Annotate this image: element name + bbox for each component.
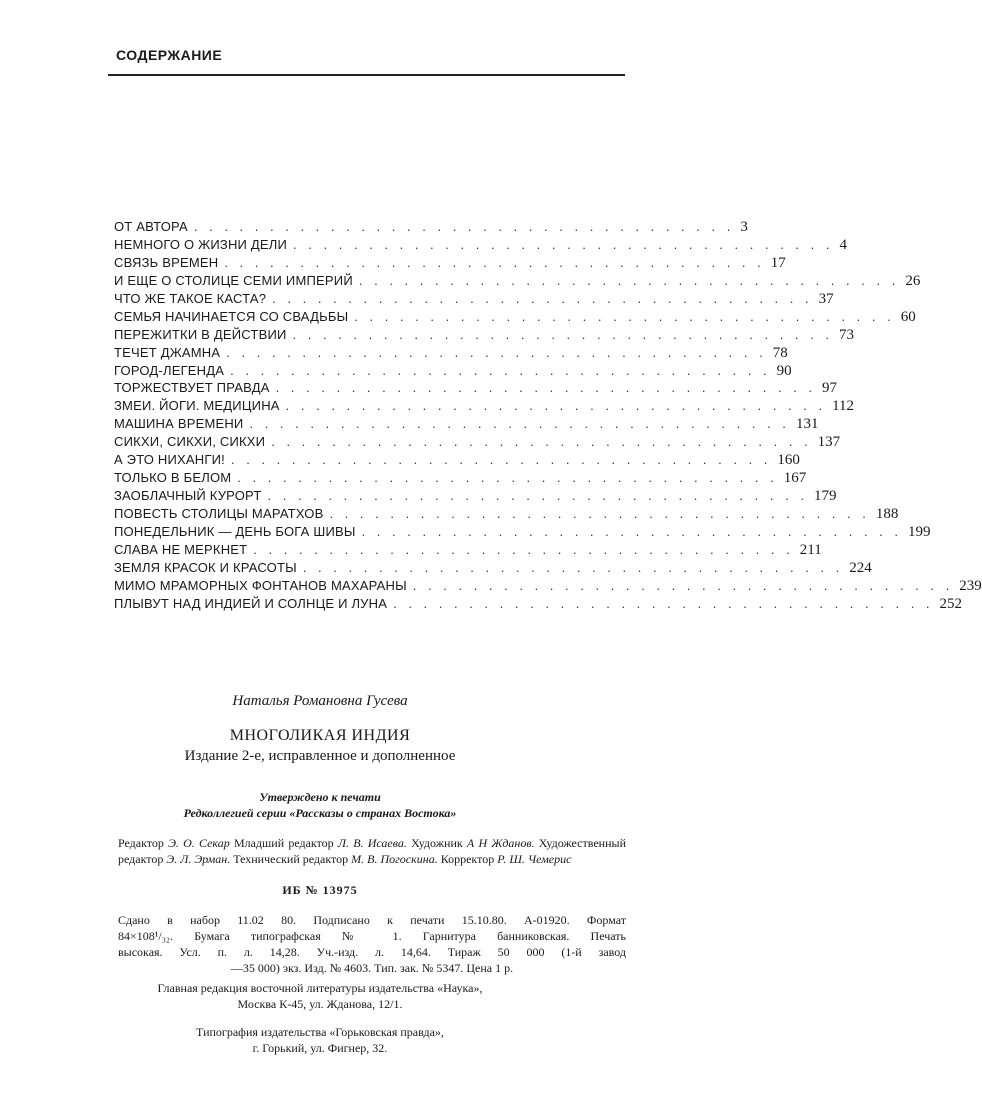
toc-entry: [114, 488, 837, 506]
art-editor-name: Э. Л. Эрман.: [166, 852, 231, 866]
artist-name: А Н Жданов.: [466, 836, 535, 850]
toc-entry: [114, 416, 819, 434]
corrector-label: Корректор: [440, 852, 495, 866]
toc-leader-dots: . . . . . . . . . . . . . . . . . . . . . . . . . . . . . . . . . . . .: [224, 254, 765, 270]
toc-leader-dots: . . . . . . . . . . . . . . . . . . . . . . . . . . . . . . . . . . . .: [230, 362, 771, 378]
author-name: Наталья Романовна Гусева: [232, 693, 408, 709]
corrector-name: Р. Ш. Чемерис: [497, 852, 572, 866]
toc-leader-dots: . . . . . . . . . . . . . . . . . . . . . . . . . . . . . . . . . . . .: [354, 308, 895, 324]
toc-entry: [114, 290, 834, 309]
toc-entry-page: 199: [908, 523, 931, 540]
approval-line-1: Утверждено к печати: [259, 790, 381, 804]
toc-entry-page: 78: [772, 344, 788, 361]
toc-leader-dots: . . . . . . . . . . . . . . . . . . . . . . . . . . . . . . . . . . . .: [230, 452, 772, 468]
toc-entry-page: 60: [900, 308, 916, 325]
table-of-contents: [114, 219, 982, 614]
toc-entry-page: 137: [817, 434, 841, 451]
toc-entry-page: 26: [905, 272, 921, 289]
toc-entry-title: СВЯЗЬ ВРЕМЕН: [114, 254, 219, 270]
ib-number: ИБ № 13975: [282, 883, 358, 897]
toc-leader-dots: . . . . . . . . . . . . . . . . . . . . . . . . . . . . . . . . . . . .: [267, 488, 808, 504]
toc-entry-page: 160: [777, 452, 800, 469]
toc-entry-page: 167: [783, 470, 807, 487]
toc-entry-title: СИКХИ, СИКХИ, СИКХИ: [114, 434, 266, 450]
toc-entry-title: ТОЛЬКО В БЕЛОМ: [114, 470, 232, 486]
toc-entry-page: 224: [849, 559, 872, 576]
toc-entry-title: СЕМЬЯ НАЧИНАЕТСЯ СО СВАДЬБЫ: [114, 308, 349, 324]
toc-entry-page: 188: [875, 506, 899, 522]
toc-entry-title: А ЭТО НИХАНГИ!: [114, 452, 225, 468]
publisher-line-1: Главная редакция восточной литературы издательства «Наука»,: [157, 981, 483, 995]
toc-leader-dots: . . . . . . . . . . . . . . . . . . . . . . . . . . . . . . . . . . . .: [285, 398, 827, 414]
toc-entry: [114, 470, 807, 488]
toc-leader-dots: . . . . . . . . . . . . . . . . . . . . . . . . . . . . . . . . . . . .: [275, 380, 817, 396]
toc-entry-title: МИМО МРАМОРНЫХ ФОНТАНОВ МАХАРАНЫ: [114, 577, 407, 593]
toc-entry-title: ТОРЖЕСТВУЕТ ПРАВДА: [114, 380, 270, 396]
toc-entry-title: ЗАОБЛАЧНЫЙ КУРОРТ: [114, 488, 262, 504]
editor-name: Э. О. Секар: [168, 836, 230, 850]
toc-entry-title: ЧТО ЖЕ ТАКОЕ КАСТА?: [114, 290, 267, 306]
toc-entry-page: 112: [832, 398, 855, 415]
toc-entry-page: 90: [776, 362, 792, 379]
toc-entry-title: ТЕЧЕТ ДЖАМНА: [114, 344, 221, 360]
technical-details: [118, 912, 626, 976]
toc-entry: [114, 219, 748, 237]
toc-entry-title: СЛАВА НЕ МЕРКНЕТ: [114, 541, 248, 557]
toc-entry-page: 239: [959, 577, 982, 594]
tech-line: Сдано в набор 11.02 80. Подписано к печати 15.10.80. А-01920. Формат: [118, 913, 626, 927]
toc-entry: [114, 308, 916, 327]
toc-leader-dots: . . . . . . . . . . . . . . . . . . . . . . . . . . . . . . . . . . . .: [271, 434, 812, 450]
toc-leader-dots: . . . . . . . . . . . . . . . . . . . . . . . . . . . . . . . . . . . .: [393, 595, 934, 611]
toc-leader-dots: . . . . . . . . . . . . . . . . . . . . . . . . . . . . . . . . . . . .: [249, 416, 790, 432]
printer-line-1: Типография издательства «Горьковская правда»,: [196, 1025, 444, 1039]
book-title: МНОГОЛИКАЯ ИНДИЯ: [229, 727, 411, 744]
printer: [0, 1024, 640, 1056]
publisher: [0, 980, 640, 1012]
toc-leader-dots: . . . . . . . . . . . . . . . . . . . . . . . . . . . . . . . . . . . .: [361, 523, 903, 539]
toc-leader-dots: . . . . . . . . . . . . . . . . . . . . . . . . . . . . . . . . . . . .: [292, 326, 833, 342]
toc-entry-title: ПОВЕСТЬ СТОЛИЦЫ МАРАТХОВ: [114, 506, 324, 521]
art-editor-label: Художественный редактор: [118, 836, 626, 866]
toc-leader-dots: . . . . . . . . . . . . . . . . . . . . . . . . . . . . . . . . . . . .: [193, 219, 735, 234]
toc-entry-title: МАШИНА ВРЕМЕНИ: [114, 416, 244, 432]
toc-leader-dots: . . . . . . . . . . . . . . . . . . . . . . . . . . . . . . . . . . . .: [272, 290, 813, 306]
toc-entry-title: ПЕРЕЖИТКИ В ДЕЙСТВИИ: [114, 326, 287, 342]
toc-entry-page: 3: [740, 219, 748, 235]
toc-entry: [114, 523, 931, 542]
toc-leader-dots: . . . . . . . . . . . . . . . . . . . . . . . . . . . . . . . . . . . .: [329, 506, 870, 521]
toc-entry-page: 17: [770, 254, 786, 271]
toc-entry: [114, 344, 788, 363]
printer-line-2: г. Горький, ул. Фигнер, 32.: [252, 1041, 388, 1055]
toc-leader-dots: . . . . . . . . . . . . . . . . . . . . . . . . . . . . . . . . . . . .: [253, 541, 794, 557]
edition-note: Издание 2-е, исправленное и дополненное: [184, 748, 456, 764]
toc-entry: [114, 380, 838, 398]
toc-leader-dots: . . . . . . . . . . . . . . . . . . . . . . . . . . . . . . . . . . . .: [302, 559, 844, 575]
publisher-line-2: Москва К-45, ул. Жданова, 12/1.: [237, 997, 403, 1011]
toc-entry: [114, 559, 872, 578]
imprint: [0, 693, 640, 1056]
editor-label: Редактор: [118, 836, 164, 850]
toc-entry: [114, 541, 822, 560]
toc-leader-dots: . . . . . . . . . . . . . . . . . . . . . . . . . . . . . . . . . . . .: [226, 344, 767, 360]
toc-entry-page: 73: [838, 326, 854, 343]
tech-editor-label: Технический редактор: [233, 852, 349, 866]
toc-entry-title: ГОРОД-ЛЕГЕНДА: [114, 362, 225, 378]
approval-note: [0, 789, 640, 821]
credits: [118, 835, 626, 867]
toc-entry-title: ПОНЕДЕЛЬНИК — ДЕНЬ БОГА ШИВЫ: [114, 523, 356, 539]
toc-entry-title: НЕМНОГО О ЖИЗНИ ДЕЛИ: [114, 236, 288, 252]
toc-entry: [114, 272, 921, 291]
toc-entry: [114, 577, 982, 596]
toc-leader-dots: . . . . . . . . . . . . . . . . . . . . . . . . . . . . . . . . . . . .: [358, 272, 900, 288]
header-rule: [108, 74, 625, 76]
toc-entry: [114, 362, 792, 381]
toc-entry-page: 4: [839, 236, 847, 253]
toc-entry-title: И ЕЩЕ О СТОЛИЦЕ СЕМИ ИМПЕРИЙ: [114, 272, 353, 288]
toc-entry-title: ЗМЕИ. ЙОГИ. МЕДИЦИНА: [114, 398, 280, 414]
toc-entry: [114, 254, 786, 273]
tech-line: —35 000) экз. Изд. № 4603. Тип. зак. № 5347. Цена 1 р.: [230, 961, 514, 975]
toc-entry: [114, 236, 847, 255]
artist-label: Художник: [411, 836, 463, 850]
toc-entry: [114, 326, 854, 345]
toc-leader-dots: . . . . . . . . . . . . . . . . . . . . . . . . . . . . . . . . . . . .: [412, 577, 954, 593]
toc-entry: [114, 506, 899, 524]
toc-leader-dots: . . . . . . . . . . . . . . . . . . . . . . . . . . . . . . . . . . . .: [293, 236, 834, 252]
toc-entry-page: 97: [822, 380, 838, 397]
tech-line: высокая. Усл. п. л. 14,28. Уч.-изд. л. 14,64. Тираж 50 000 (1-й завод: [118, 945, 626, 959]
toc-entry-title: ПЛЫВУТ НАД ИНДИЕЙ И СОЛНЦЕ И ЛУНА: [114, 595, 388, 611]
toc-entry: [114, 398, 855, 416]
toc-leader-dots: . . . . . . . . . . . . . . . . . . . . . . . . . . . . . . . . . . . .: [237, 470, 778, 486]
toc-entry-title: ЗЕМЛЯ КРАСОК И КРАСОТЫ: [114, 559, 297, 575]
toc-entry-page: 179: [813, 488, 837, 505]
approval-line-2: Редколлегией серии «Рассказы о странах Востока»: [183, 806, 457, 820]
toc-entry: [114, 434, 841, 452]
toc-entry: [114, 595, 963, 614]
toc-entry-page: 252: [939, 595, 963, 612]
toc-entry-page: 131: [795, 416, 819, 433]
toc-entry-page: 211: [799, 541, 822, 558]
toc-entry: [114, 452, 800, 470]
tech-line: 84×108¹/₃₂. Бумага типографская № 1. Гарнитура банниковская. Печать: [118, 929, 626, 943]
toc-entry-title: ОТ АВТОРА: [114, 219, 188, 234]
junior-editor-name: Л. В. Исаева.: [337, 836, 407, 850]
junior-editor-label: Младший редактор: [233, 836, 334, 850]
tech-editor-name: М. В. Погоскина.: [351, 852, 438, 866]
toc-entry-page: 37: [818, 290, 834, 307]
page-heading: СОДЕРЖАНИЕ: [116, 47, 223, 63]
